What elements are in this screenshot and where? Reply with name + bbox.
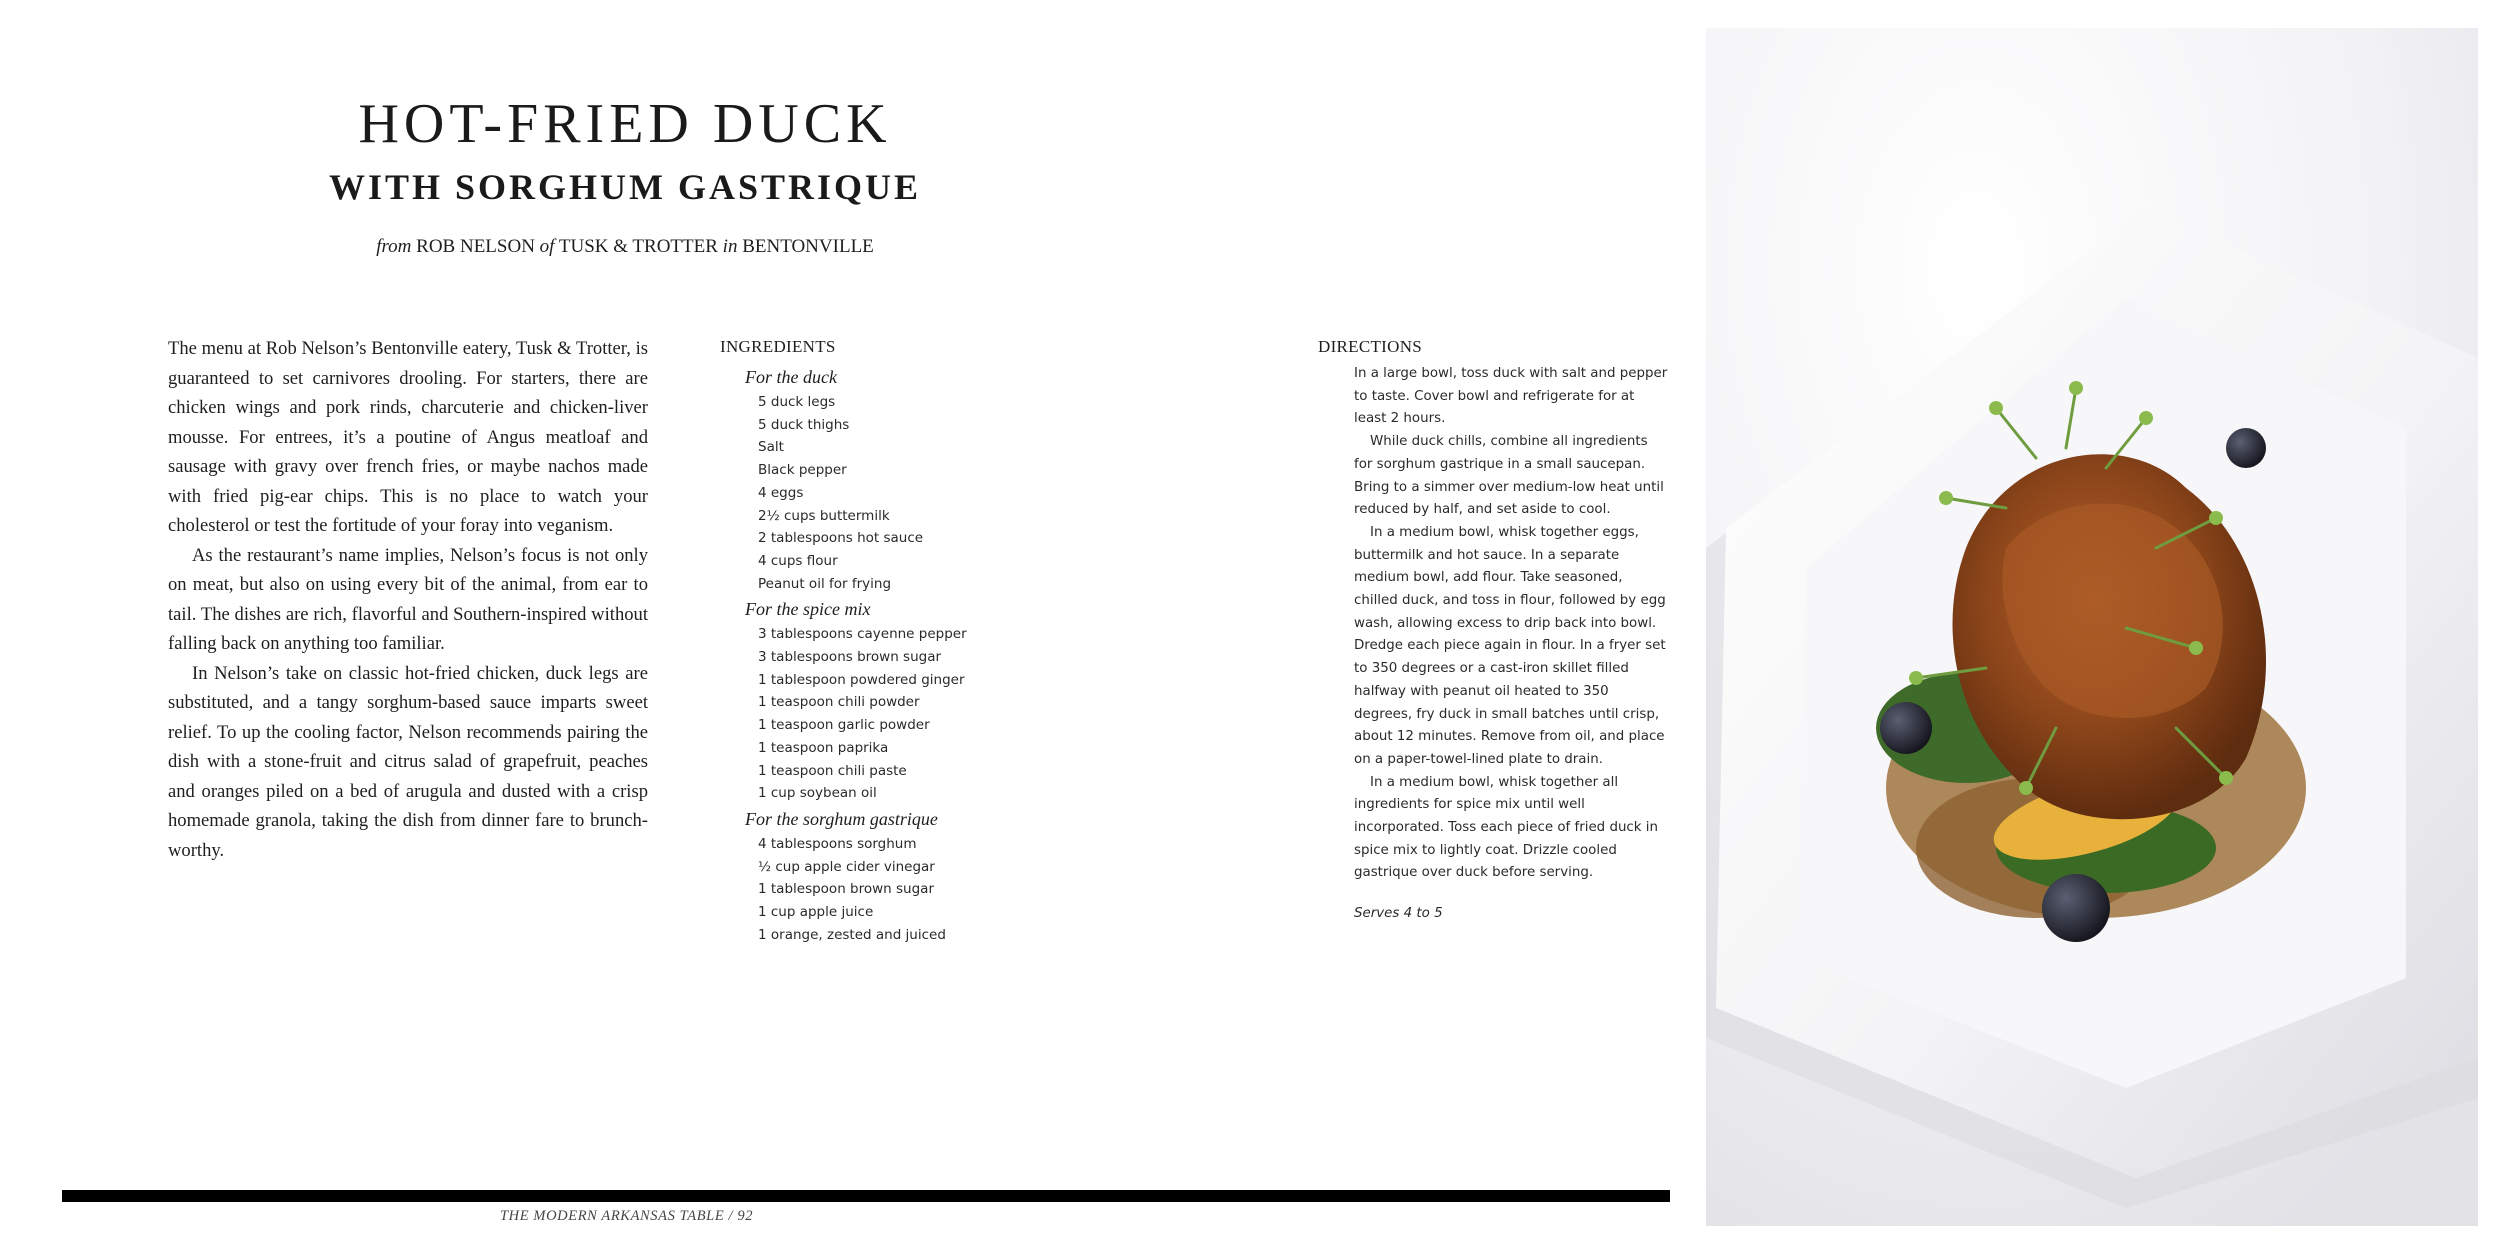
ingredients-heading: INGREDIENTS	[720, 337, 836, 356]
byline-chef: ROB NELSON	[416, 236, 535, 257]
byline-in: in	[722, 236, 738, 257]
ingredient-item: Black pepper	[758, 462, 847, 479]
ingredient-group	[720, 363, 1020, 595]
ingredient-item: Salt	[758, 439, 784, 456]
ingredient-item: 2 tablespoons hot sauce	[758, 530, 924, 547]
blackberry	[1880, 702, 1932, 754]
intro-paragraph: The menu at Rob Nelson’s Bentonville eatery, Tusk & Trotter, is guaranteed to set carnivores drooling. For starters, there are chicken wings and pork rinds, charcuterie and chicken-liver mousse. For entrees, it’s a poutine of Angus meatloaf and sausage with gravy over french fries, or maybe nachos made with fried pig-ear chips. This is no place to watch your cholesterol or test the fortitude of your foray into veganism.	[168, 338, 648, 536]
ingredient-group	[720, 595, 1020, 805]
direction-step: In a medium bowl, whisk together eggs, buttermilk and hot sauce. In a separate medium bowl, add flour. Take seasoned, chilled duck, and toss in flour, followed by egg wash, allowing excess to drip back into bowl. Dredge each piece again in flour. In a fryer set to 350 degrees or a cast-iron skillet filled halfway with peanut oil heated to 350 degrees, fry duck in small batches until crisp, about 12 minutes. Remove from oil, and place on a paper-towel-lined plate to drain.	[1354, 524, 1666, 767]
ingredient-item: 2½ cups buttermilk	[758, 507, 890, 524]
intro-text	[168, 334, 648, 865]
ingredient-item: 4 eggs	[758, 484, 804, 501]
byline	[0, 236, 1250, 258]
food-photo-illustration	[1706, 28, 2478, 1226]
recipe-subtitle: WITH SORGHUM GASTRIQUE	[328, 167, 922, 207]
ingredient-group-title: For the spice mix	[745, 599, 871, 620]
direction-step: In a medium bowl, whisk together all ingredients for spice mix until well incorporated. Toss each piece of fried duck in spice mix to lightly coat. Drizzle cooled gastrique over duck before serving.	[1354, 774, 1659, 881]
ingredient-item: 3 tablespoons brown sugar	[758, 649, 942, 666]
ingredient-item: 1 orange, zested and juiced	[758, 926, 946, 943]
ingredient-item: 1 cup apple juice	[758, 904, 874, 921]
ingredient-item: 1 tablespoon powdered ginger	[758, 671, 965, 688]
plated-fried-duck-photo	[1706, 28, 2478, 1226]
footer-rule	[62, 1190, 1670, 1202]
ingredient-item: ½ cup apple cider vinegar	[758, 858, 935, 875]
directions-steps	[1318, 363, 1668, 926]
ingredient-item: 1 teaspoon chili powder	[758, 694, 920, 711]
ingredient-group-title: For the sorghum gastrique	[745, 808, 938, 829]
byline-restaurant: TUSK & TROTTER	[558, 236, 718, 257]
ingredients-column	[720, 337, 1020, 946]
ingredient-item: 4 tablespoons sorghum	[758, 835, 917, 852]
directions-heading: DIRECTIONS	[1318, 337, 1423, 356]
recipe-title: HOT-FRIED DUCK	[358, 93, 892, 155]
ingredient-item: 4 cups flour	[758, 552, 838, 569]
ingredient-group-title: For the duck	[745, 367, 837, 387]
blackberry	[2226, 428, 2266, 468]
ingredient-item: Peanut oil for frying	[758, 575, 892, 592]
ingredient-item: 1 tablespoon brown sugar	[758, 881, 934, 898]
blackberry	[2042, 874, 2110, 942]
ingredient-list	[720, 391, 1020, 595]
direction-step: In a large bowl, toss duck with salt and pepper to taste. Cover bowl and refrigerate for at least 2 hours.	[1354, 366, 1668, 427]
ingredient-list	[720, 833, 1020, 947]
serves-note: Serves 4 to 5	[1354, 906, 1443, 922]
ingredient-item: 5 duck thighs	[758, 416, 850, 433]
ingredient-group	[720, 805, 1020, 947]
directions-column	[1318, 337, 1668, 926]
intro-paragraph: As the restaurant’s name implies, Nelson’s focus is not only on meat, but also on using every bit of the animal, from ear to tail. The dishes are rich, flavorful and Southern-inspired without falling back on anything too familiar.	[168, 544, 648, 654]
ingredient-item: 3 tablespoons cayenne pepper	[758, 626, 967, 643]
ingredient-item: 5 duck legs	[758, 394, 836, 410]
page-folio: THE MODERN ARKANSAS TABLE / 92	[500, 1208, 754, 1224]
intro-paragraph: In Nelson’s take on classic hot-fried chicken, duck legs are substituted, and a tangy sorghum-based sauce imparts sweet relief. To up the cooling factor, Nelson recommends pairing the dish with a stone-fruit and citrus salad of grapefruit, peaches and oranges piled on a bed of arugula and dusted with a crisp homemade granola, taking the dish from dinner fare to brunch-worthy.	[168, 662, 648, 861]
byline-of: of	[539, 236, 555, 257]
ingredient-item: 1 cup soybean oil	[758, 785, 877, 802]
byline-from: from	[376, 236, 412, 257]
ingredient-item: 1 teaspoon chili paste	[758, 762, 907, 779]
direction-step: While duck chills, combine all ingredients for sorghum gastrique in a small saucepan. Bring to a simmer over medium-low heat until reduced by half, and set aside to cool.	[1354, 434, 1664, 518]
ingredient-item: 1 teaspoon paprika	[758, 739, 889, 756]
ingredient-list	[720, 623, 1020, 805]
ingredient-item: 1 teaspoon garlic powder	[758, 717, 930, 734]
byline-city: BENTONVILLE	[742, 236, 874, 257]
